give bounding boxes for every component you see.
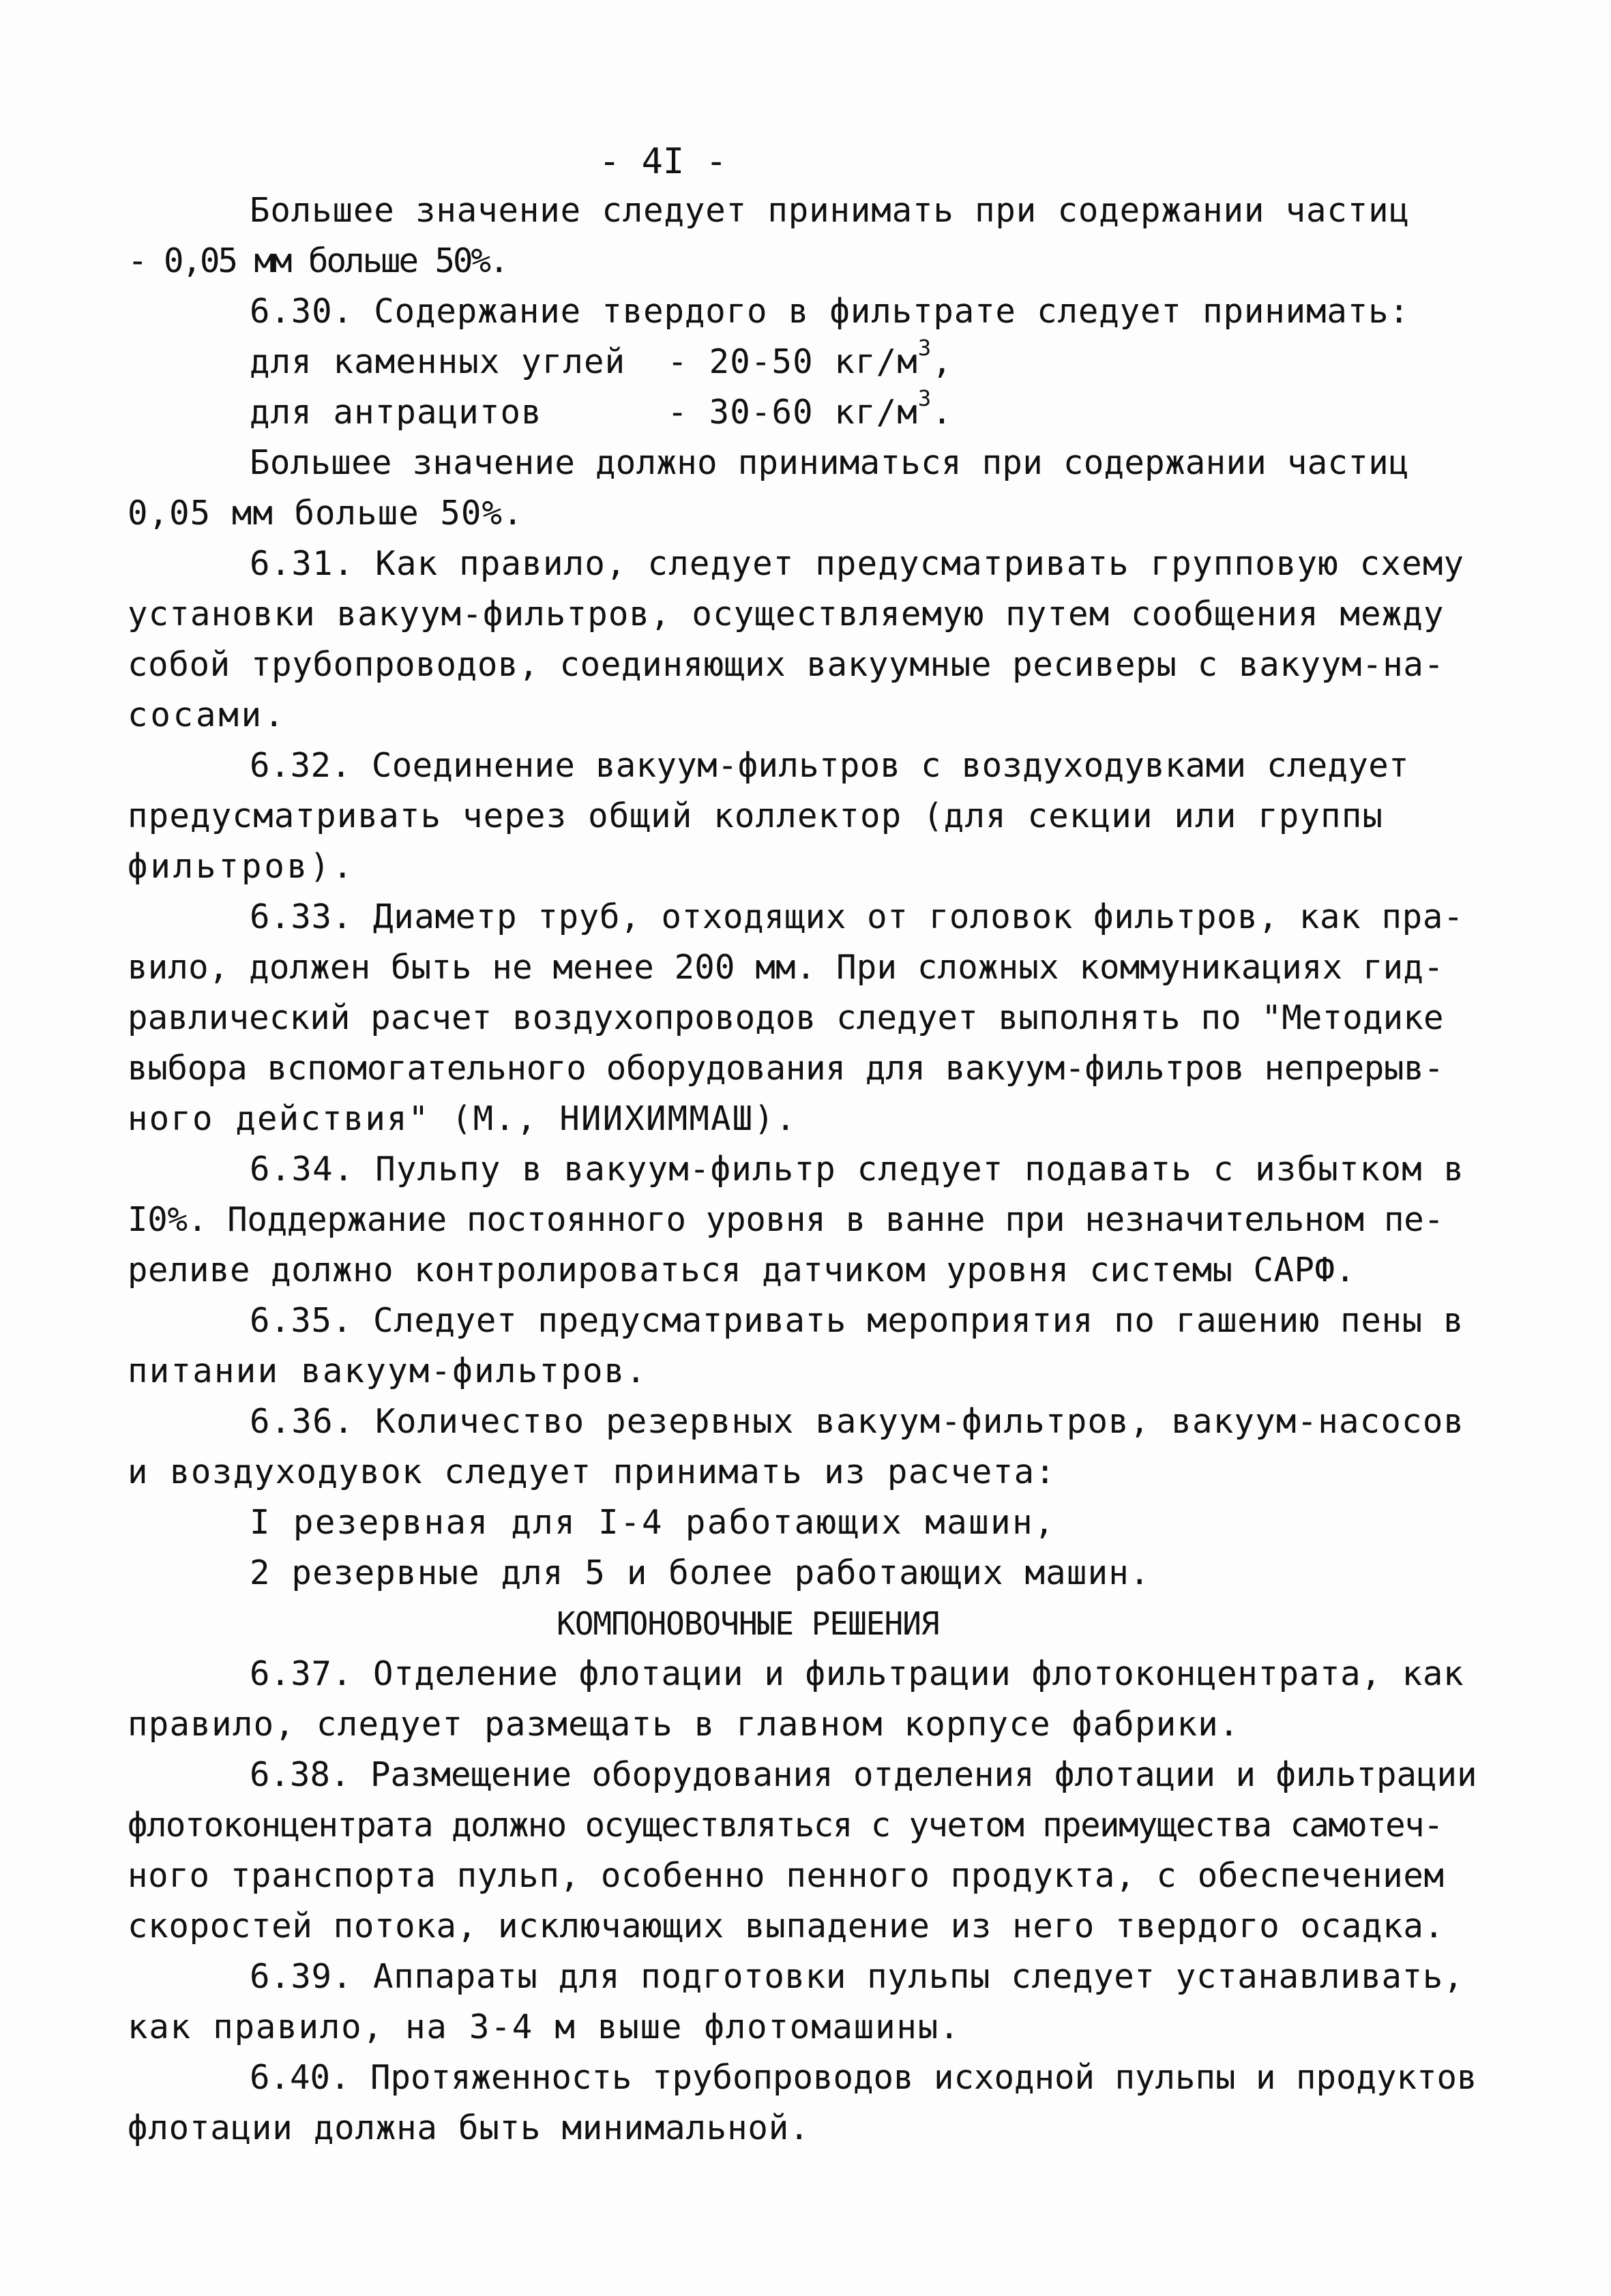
line-text: для антрацитов - 30-60 кг/м [250, 393, 918, 432]
text-line [128, 589, 1445, 640]
page-number: - 4I - [599, 141, 727, 182]
text-line [128, 791, 1383, 841]
line-text: 6.37. Отделение флотации и фильтрации флотоконцентрата, как [250, 1654, 1464, 1693]
line-text: и воздуходувок следует принимать из расчета: [128, 1452, 1056, 1491]
line-text: питании вакуум-фильтров. [128, 1352, 648, 1390]
text-line [250, 539, 1464, 589]
line-text: I0%. Поддержание постоянного уровня в ванне при незначительном пе- [128, 1200, 1444, 1239]
superscript: 3 [917, 385, 932, 411]
text-line [128, 236, 507, 286]
line-text: для каменных углей - 20-50 кг/м [250, 342, 918, 381]
text-line [250, 1548, 1151, 1598]
text-line [250, 1397, 1464, 1447]
line-text: предусматривать через общий коллектор (для секции или группы [128, 796, 1384, 835]
text-line [250, 1649, 1464, 1699]
text-line [250, 337, 953, 387]
text-line [128, 1195, 1444, 1245]
line-text: сосами. [128, 696, 287, 734]
line-text: Большее значение следует принимать при содержании частиц [250, 191, 1410, 230]
line-text: установки вакуум-фильтров, осуществляемую путем сообщения между [128, 595, 1445, 633]
line-text: флотоконцентрата должно осуществляться с учетом преимущества самотеч- [128, 1806, 1443, 1845]
line-suffix: . [932, 393, 953, 432]
section-heading: КОМПОНОВОЧНЫЕ РЕШЕНИЯ [557, 1605, 939, 1642]
text-line [128, 1043, 1444, 1094]
text-line [250, 185, 1410, 236]
line-text: 6.39. Аппараты для подготовки пульпы следует устанавливать, [250, 1957, 1464, 1996]
text-line [128, 1245, 1356, 1296]
text-line [128, 1800, 1443, 1851]
line-text: 6.38. Размещение оборудования отделения флотации и фильтрации [250, 1755, 1477, 1794]
line-text: флотации должна быть минимальной. [128, 2108, 810, 2147]
line-suffix: , [932, 342, 953, 381]
line-text: выбора вспомогательного оборудования для вакуум-фильтров непрерыв- [128, 1049, 1444, 1088]
text-line [128, 1851, 1445, 1901]
text-line [128, 942, 1444, 993]
text-line [250, 286, 1410, 337]
line-text: равлический расчет воздухопроводов следует выполнять по "Методике [128, 998, 1444, 1037]
line-text: вило, должен быть не менее 200 мм. При сложных коммуникациях гид- [128, 948, 1444, 987]
line-text: - 0,05 мм больше 50%. [128, 241, 507, 280]
text-line [128, 1094, 797, 1144]
text-line [128, 1699, 1240, 1750]
text-line [250, 1296, 1464, 1346]
text-line [250, 892, 1464, 942]
line-text: 0,05 мм больше 50%. [128, 494, 524, 533]
line-text: как правило, на 3-4 м выше флотомашины. [128, 2008, 961, 2046]
text-line [250, 741, 1409, 791]
text-line [128, 488, 524, 539]
line-text: реливе должно контролироваться датчиком уровня системы САРФ. [128, 1251, 1356, 1289]
text-line [250, 1750, 1477, 1800]
line-text: собой трубопроводов, соединяющих вакуумные ресиверы с вакуум-на- [128, 645, 1445, 684]
line-text: ного транспорта пульп, особенно пенного продукта, с обеспечением [128, 1856, 1445, 1895]
line-text: I резервная для I-4 работающих машин, [250, 1503, 1056, 1542]
line-text: 6.36. Количество резервных вакуум-фильтров, вакуум-насосов [250, 1402, 1465, 1441]
text-line [128, 1447, 1056, 1497]
text-line [128, 2103, 810, 2153]
text-line [250, 2053, 1477, 2103]
line-text: 6.30. Содержание твердого в фильтрате следует принимать: [250, 292, 1410, 331]
text-line [250, 1144, 1464, 1195]
text-line [128, 690, 286, 741]
text-line [250, 438, 1409, 488]
line-text: 6.40. Протяженность трубопроводов исходной пульпы и продуктов [250, 2058, 1477, 2097]
line-text: ного действия" (М., НИИХИММАШ). [128, 1099, 797, 1138]
line-text: 6.33. Диаметр труб, отходящих от головок фильтров, как пра- [250, 897, 1464, 936]
line-text: 6.31. Как правило, следует предусматривать групповую схему [250, 544, 1465, 583]
text-line [128, 1346, 647, 1397]
line-text: правило, следует размещать в главном корпусе фабрики. [128, 1705, 1240, 1744]
line-text: 2 резервные для 5 и более работающих машин. [250, 1553, 1151, 1592]
text-line [128, 841, 355, 892]
text-line [250, 387, 953, 438]
line-text: 6.34. Пульпу в вакуум-фильтр следует подавать с избытком в [250, 1150, 1465, 1189]
text-line [128, 2002, 960, 2053]
line-text: Большее значение должно приниматься при содержании частиц [250, 443, 1409, 482]
text-line [250, 1497, 1056, 1548]
text-line [250, 1952, 1464, 2002]
text-line [128, 993, 1444, 1043]
text-line [128, 1901, 1445, 1952]
line-text: фильтров). [128, 847, 355, 886]
line-text: 6.32. Соединение вакуум-фильтров с воздуходувками следует [250, 746, 1409, 785]
line-text: 6.35. Следует предусматривать мероприятия по гашению пены в [250, 1301, 1464, 1340]
superscript: 3 [917, 335, 932, 361]
text-line [128, 640, 1445, 690]
line-text: скоростей потока, исключающих выпадение из него твердого осадка. [128, 1907, 1445, 1945]
